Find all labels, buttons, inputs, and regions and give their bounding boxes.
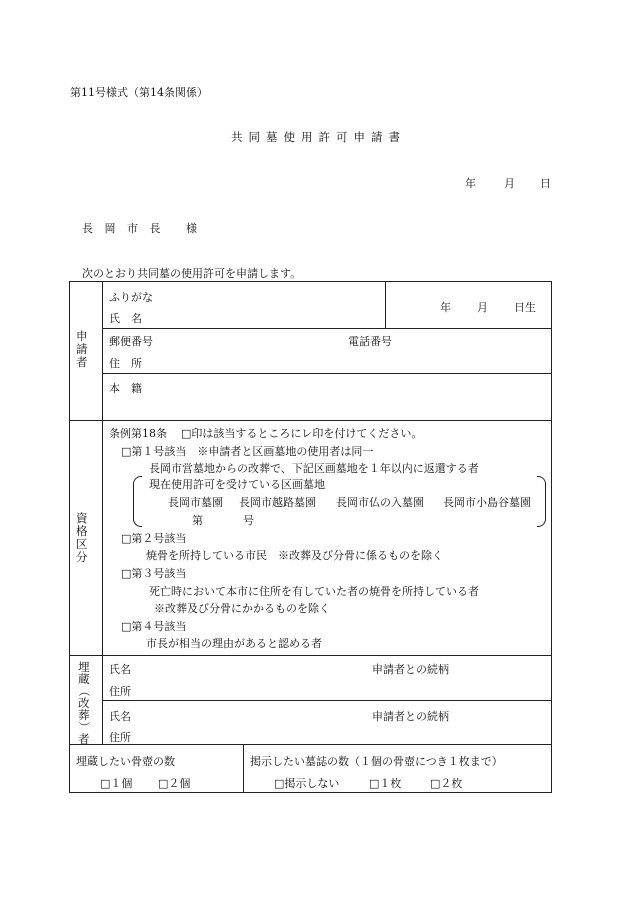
item3-note: ※改葬及び分骨にかかるものを除く	[154, 602, 330, 615]
address-label: 住 所	[109, 357, 142, 370]
urn-option-2[interactable]: □２個	[158, 777, 191, 790]
birth-day-label: 日生	[514, 301, 536, 314]
item3-checkbox[interactable]: □第３号該当	[121, 567, 187, 580]
item4-description: 市長が相当の理由があると認める者	[146, 637, 322, 650]
birth-month-label: 月	[477, 301, 488, 314]
birth-year-label: 年	[440, 301, 451, 314]
honseki-label: 本 籍	[109, 382, 142, 395]
cemetery-option: 長岡市小島谷墓園	[443, 496, 531, 509]
item1-description: 長岡市営墓地からの改葬で、下記区画墓地を１年以内に返還する者	[149, 462, 479, 475]
plaque-option-none[interactable]: □掲示しない	[274, 777, 340, 790]
bracket-left	[133, 476, 142, 527]
item1-checkbox[interactable]: □第１号該当 ※申請者と区画墓地の使用者は同一	[121, 445, 374, 458]
urn-count-label: 埋蔵したい骨壺の数	[76, 755, 175, 768]
cemetery-option: 長岡市仏の入墓園	[336, 496, 424, 509]
applicant-section-label: 申 請 者	[76, 329, 88, 369]
intro-text: 次のとおり共同墓の使用許可を申請します。	[82, 267, 302, 280]
addressee-honorific: 様	[186, 222, 197, 235]
burial-section-label: 埋 蔵 （ 改 葬 ） 者	[76, 660, 91, 746]
qualification-section-label: 資 格 区 分	[76, 511, 88, 564]
plot-go-label: 号	[243, 514, 254, 527]
addressee-name: 長 岡 市 長	[82, 222, 165, 235]
plaque-count-label: 掲示したい墓誌の数（１個の骨壺につき１枚まで）	[250, 755, 503, 768]
burial-name-label: 氏名	[109, 710, 131, 723]
article-label: 条例第18条	[109, 427, 167, 440]
date-day-label: 日	[540, 177, 551, 190]
item2-description: 焼骨を所持している市民 ※改葬及び分骨に係るものを除く	[146, 549, 443, 562]
date-month-label: 月	[504, 177, 515, 190]
item3-description: 死亡時において本市に住所を有していた者の焼骨を所持している者	[149, 585, 479, 598]
plot-dai-label: 第	[192, 514, 203, 527]
bracket-right	[537, 476, 546, 527]
item2-checkbox[interactable]: □第２号該当	[121, 532, 187, 545]
burial-relation-label: 申請者との続柄	[372, 663, 449, 676]
instruction-text: □印は該当するところにレ印を付けてください。	[181, 427, 423, 440]
plaque-option-1[interactable]: □１枚	[369, 777, 402, 790]
phone-label: 電話番号	[348, 335, 392, 348]
cemetery-option: 長岡市越路墓園	[239, 496, 316, 509]
burial-name-label: 氏名	[109, 663, 131, 676]
urn-option-1[interactable]: □１個	[100, 777, 133, 790]
furigana-label: ふりがな	[109, 291, 153, 304]
item4-checkbox[interactable]: □第４号該当	[121, 620, 187, 633]
postal-code-label: 郵便番号	[109, 335, 153, 348]
burial-address-label: 住所	[109, 731, 131, 744]
plaque-option-2[interactable]: □２枚	[430, 777, 463, 790]
form-title: 共同墓使用許可申請書	[231, 130, 406, 144]
current-cemetery-label: 現在使用許可を受けている区画墓地	[149, 478, 325, 491]
form-number: 第11号様式（第14条関係）	[70, 86, 208, 99]
cemetery-option: 長岡市墓園	[168, 496, 223, 509]
date-year-label: 年	[465, 177, 476, 190]
burial-address-label: 住所	[109, 685, 131, 698]
burial-relation-label: 申請者との続柄	[372, 710, 449, 723]
applicant-name-label: 氏 名	[109, 312, 142, 325]
